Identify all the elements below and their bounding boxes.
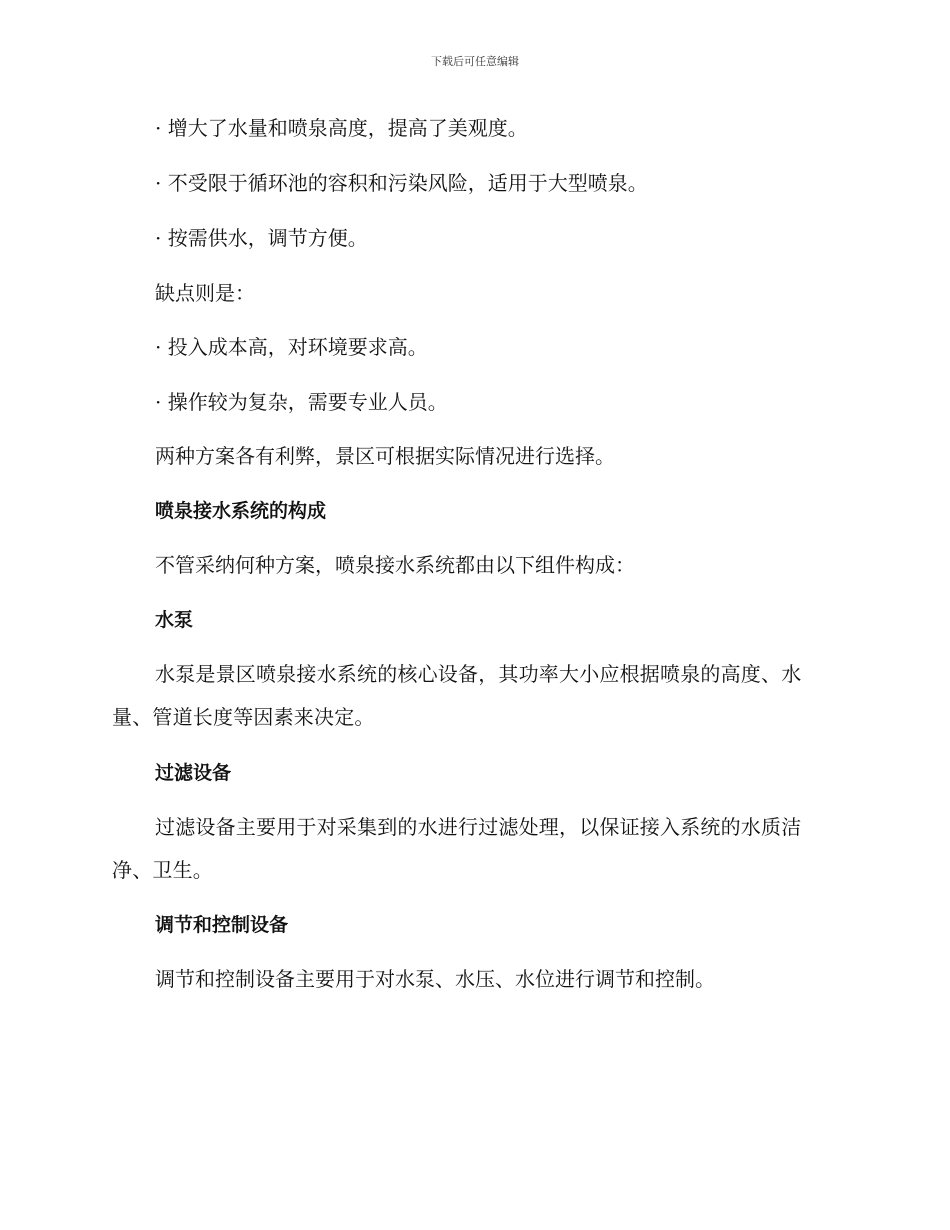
text-line: 不管采纳何种方案，喷泉接水系统都由以下组件构成： [155,553,635,577]
section-heading: 调节和控制设备 [155,914,289,936]
text-line: 缺点则是： [155,281,255,305]
section-heading: 过滤设备 [155,762,232,784]
section-heading: 喷泉接水系统的构成 [155,500,327,522]
text-line: 调节和控制设备主要用于对水泵、水压、水位进行调节和控制。 [155,967,715,991]
text-line: 两种方案各有利弊，景区可根据实际情况进行选择。 [155,444,615,468]
paragraph: 过滤设备主要用于对采集到的水进行过滤处理，以保证接入系统的水质洁净、卫生。 [112,815,802,882]
bullet-line: · 操作较为复杂，需要专业人员。 [155,390,448,414]
bullet-line: · 不受限于循环池的容积和污染风险，适用于大型喷泉。 [155,171,648,195]
page-header: 下载后可任意编辑 [431,55,519,68]
section-heading: 水泵 [155,609,194,631]
bullet-line: · 投入成本高，对环境要求高。 [155,335,428,359]
bullet-line: · 按需供水，调节方便。 [155,226,368,250]
paragraph: 水泵是景区喷泉接水系统的核心设备，其功率大小应根据喷泉的高度、水量、管道长度等因素来决定。 [112,662,802,729]
bullet-line: · 增大了水量和喷泉高度，提高了美观度。 [155,116,528,140]
